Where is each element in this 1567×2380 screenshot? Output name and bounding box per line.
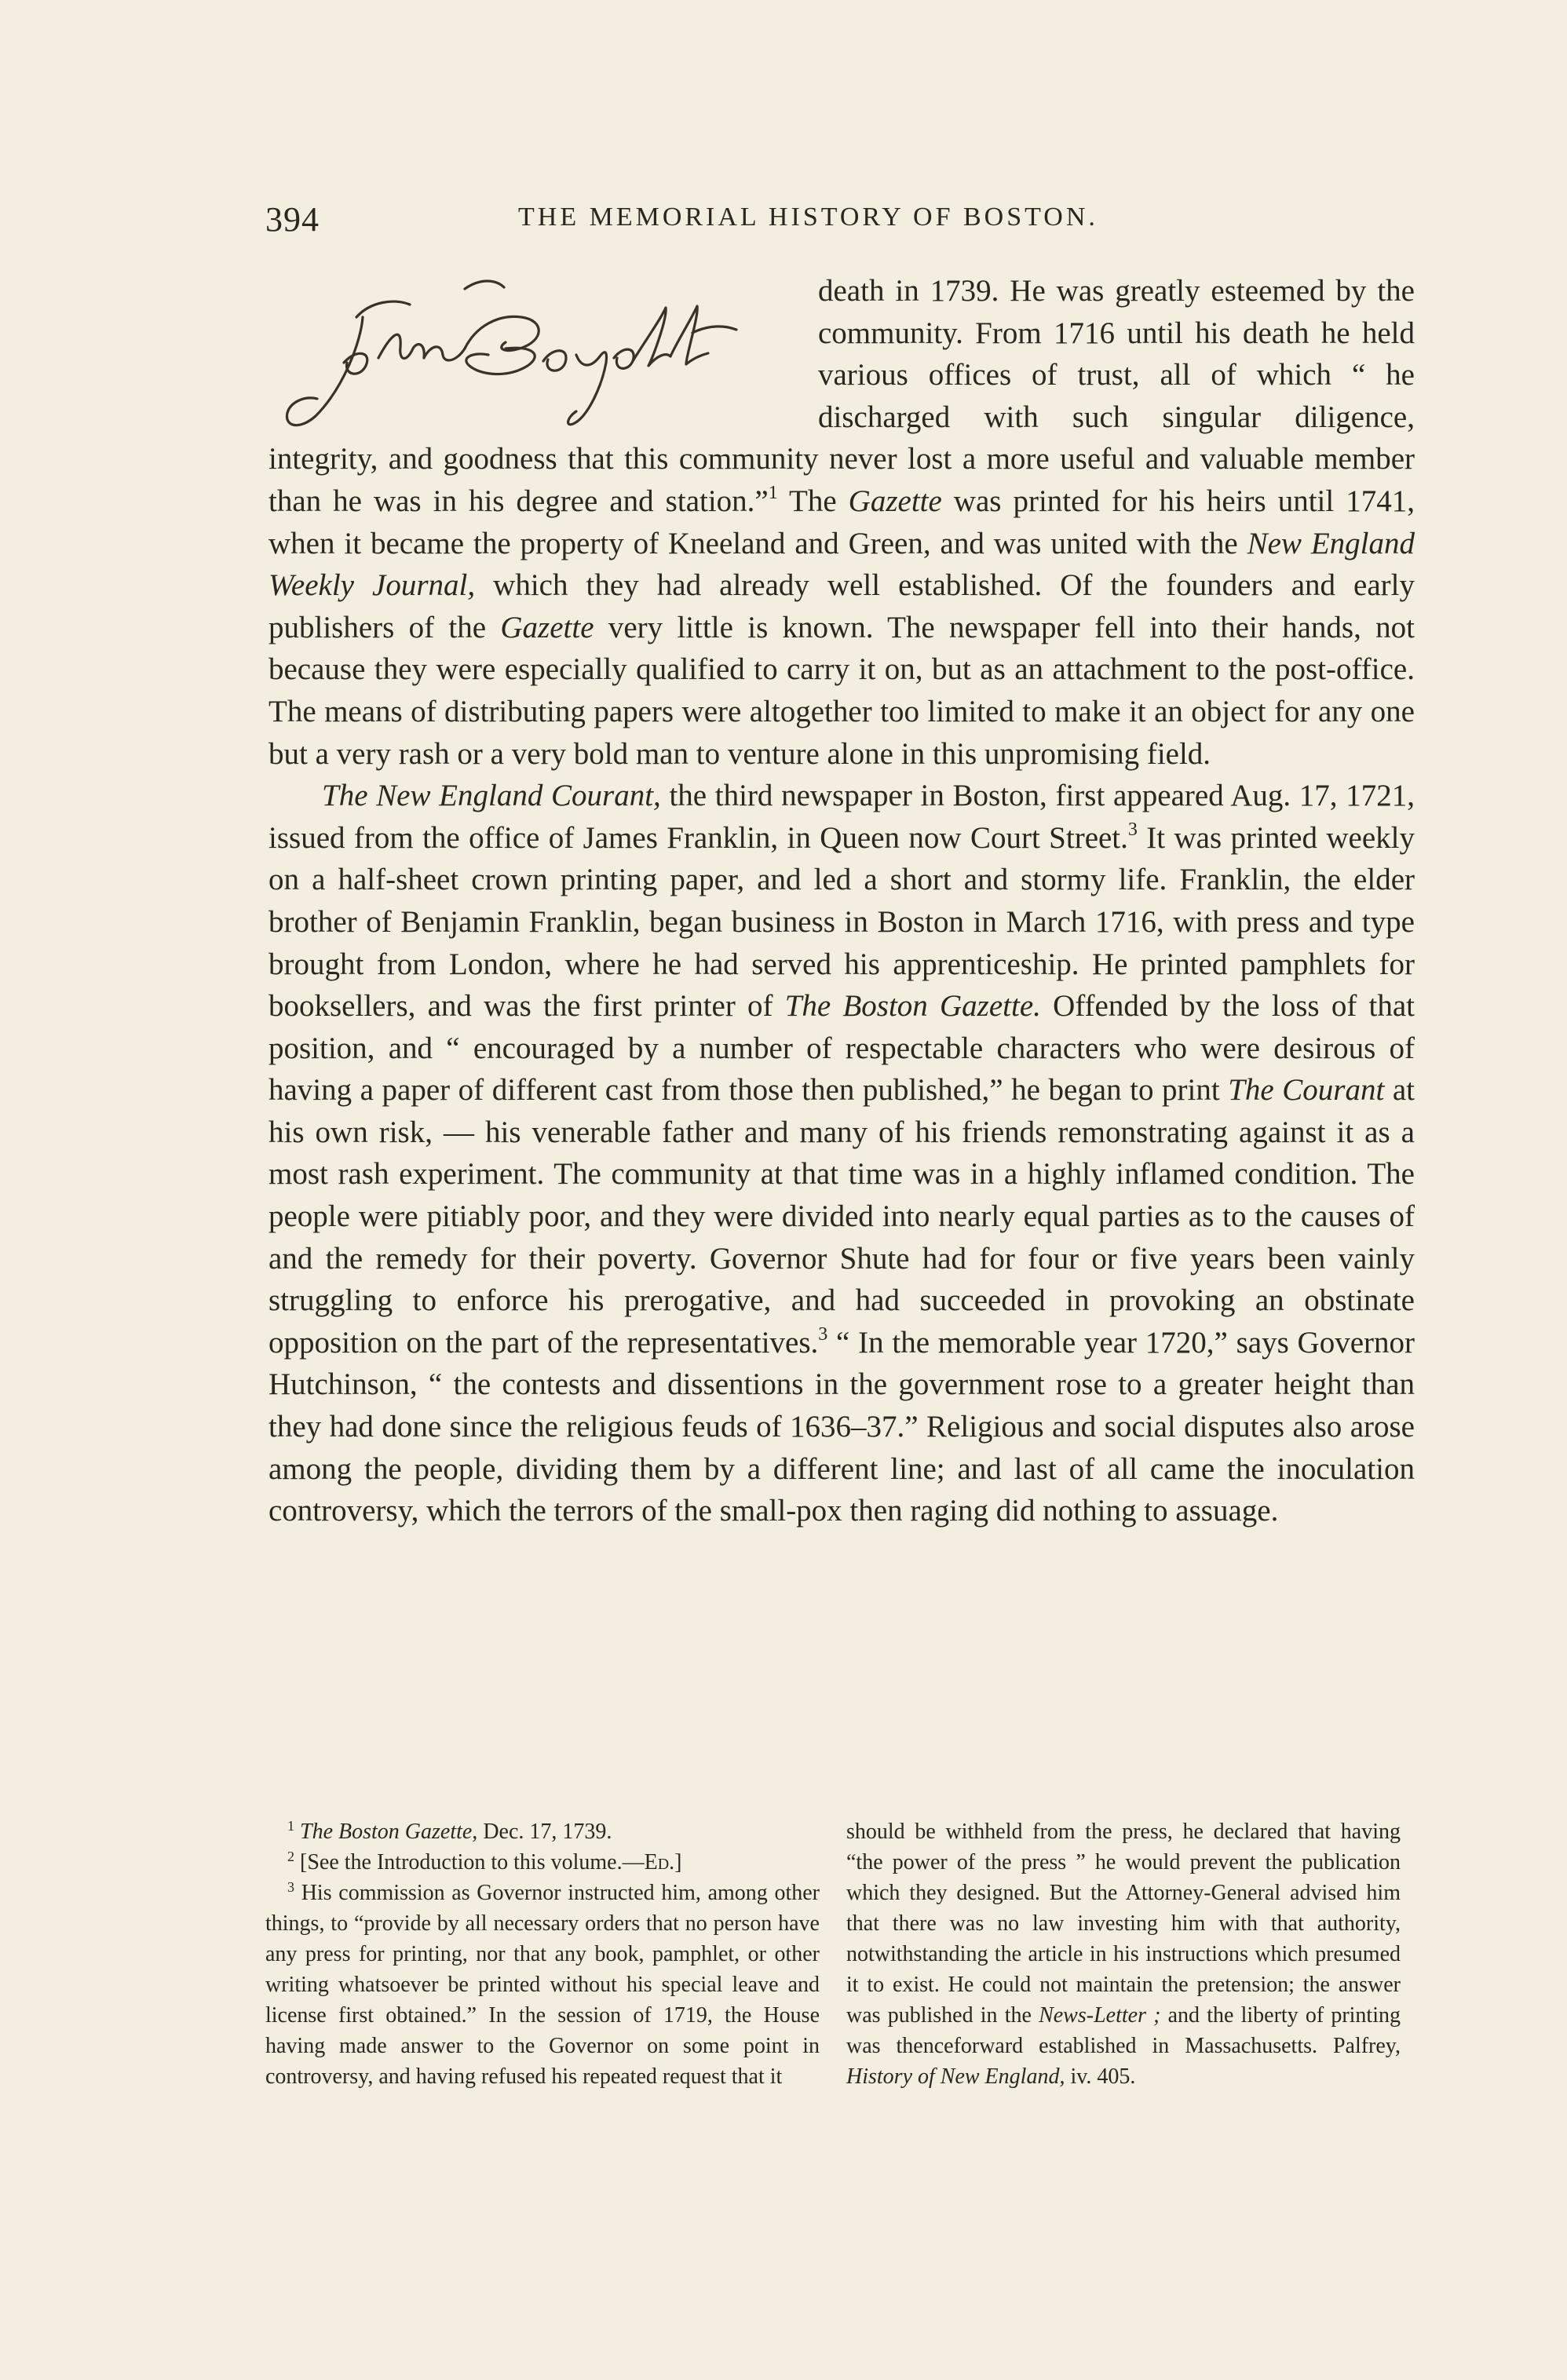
footnote-2-text: [See the Introduction to this volume.—: [300, 1850, 645, 1874]
main-text: [268, 270, 1415, 1532]
footnotes-right-column: [846, 1816, 1401, 2092]
p2-boston-gazette: The Boston Gazette.: [784, 989, 1041, 1024]
footnote-3-number: 3: [287, 1879, 294, 1895]
paragraph-2: [268, 775, 1415, 1532]
footnotes-left-column: [265, 1816, 820, 2092]
p1-gazette: Gazette: [848, 484, 942, 518]
footnotes: [265, 1816, 1405, 2177]
footnote-3: [265, 1878, 820, 2092]
footnote-2-number: 2: [287, 1849, 294, 1864]
footnote-2-close: ]: [674, 1850, 682, 1874]
p2-text-b: It was printed weekly on a half-sheet crown printing paper, and led a short and stormy life. Franklin, the elder brother of Benjamin Franklin, began business in Boston in March 1716, with press and type brought from London, where he had served his apprenticeship. He printed pamphlets for booksellers, and was the first printer of: [268, 820, 1415, 1024]
running-title: THE MEMORIAL HISTORY OF BOSTON.: [518, 203, 1098, 232]
p1-text-e: very little is known. The newspaper fell into their hands, not because they were especially qualified to carry it on, but as an attachment to the post-office. The means of distributing papers were altogether too limited to make it an object for any one but a very rash or a very bold man to venture alone in this unpromising field.: [268, 610, 1415, 771]
footnote-2: [265, 1847, 820, 1878]
footnote-2-editor: Ed.: [644, 1850, 675, 1874]
p2-the-courant: The Courant: [1228, 1073, 1385, 1108]
p1-ne-weekly-journal: New England Weekly Journal,: [268, 526, 1415, 603]
page-number: 394: [265, 200, 320, 239]
footnote-1-number: 1: [287, 1818, 294, 1834]
footnote-3-text-d: iv. 405.: [1065, 2064, 1136, 2089]
p2-text-a: the third newspaper in Boston, first appeared Aug. 17, 1721, issued from the office of James Franklin, in Queen now Court Street.: [268, 779, 1415, 855]
p1-text-a: death in 1739. He was greatly esteemed by the community. From 1716 until his death he held various offices of trust, all of which “ he discharged with such singular diligence, integrity, and goodness that this community never lost a more useful and valuable member than he was in his degree and station.”: [268, 274, 1415, 518]
p1-text-d: which they had already well established. Of the founders and early publishers of the: [268, 568, 1415, 644]
footnote-3-continued: [846, 1816, 1401, 2092]
signature-block: [268, 270, 818, 438]
p1-text-b: The: [777, 484, 849, 518]
footnote-3-text-c: and the liberty of printing was thenceforward established in Massachusetts. Palfrey,: [846, 2003, 1401, 2058]
p2-ne-courant: The New England Courant,: [322, 779, 661, 813]
p2-text-d: at his own risk, — his venerable father and many of his friends remonstrating against it as a most rash experiment. The community at that time was in a highly inflamed condition. The people were pitiably poor, and they were divided into nearly equal parties as to the causes of and the remedy for their poverty. Governor Shute had for four or five years been vainly struggling to enforce his prerogative, and had succeeded in provoking an obstinate opposition on the part of the representatives.: [268, 1073, 1415, 1360]
footnote-3-text-a: His commission as Governor instructed him, among other things, to “provide by all necessary orders that no person have any press for printing, nor that any book, pamphlet, or other writing whatsoever be printed without his special leave and license first obtained.” In the session of 1719, the House having made answer to the Governor on some point in controversy, and having refused his repeated request that it: [265, 1881, 820, 2089]
p2-text-c: Offended by the loss of that position, and “ encouraged by a number of respectable characters who were desirous of having a paper of different cast from those then published,” he began to print: [268, 989, 1415, 1108]
footnote-ref-3[interactable]: 3: [818, 1323, 828, 1345]
footnote-1-title: The Boston Gazette,: [300, 1820, 478, 1844]
footnote-1: [265, 1816, 820, 1847]
signature-john-boydell: [268, 270, 818, 438]
p1-text-c: was printed for his heirs until 1741, when it became the property of Kneeland and Green, and was united with the: [268, 484, 1415, 560]
paragraph-1: [268, 270, 1415, 775]
footnote-ref-1[interactable]: 1: [768, 482, 778, 503]
footnote-3-news-letter: News-Letter ;: [1039, 2003, 1161, 2028]
p1-gazette-2: Gazette: [500, 610, 594, 644]
page-header: [265, 195, 1419, 250]
footnote-ref-2[interactable]: 3: [1127, 819, 1138, 840]
footnote-1-text: Dec. 17, 1739.: [477, 1820, 612, 1844]
p2-text-e: “ In the memorable year 1720,” says Governor Hutchinson, “ the contests and dissentions in the government rose to a greater height than they had done since the religious feuds of 1636–37.” Religious and social disputes also arose among the people, dividing them by a different line; and last of all came the inoculation controversy, which the terrors of the small-pox then raging did nothing to assuage.: [268, 1325, 1415, 1528]
footnote-3-text-b: should be withheld from the press, he declared that having “the power of the press ” he would prevent the publication which they designed. But the Attorney-General advised him that there was no law investing him with that authority, notwithstanding the article in his instructions which presumed it to exist. He could not maintain the pretension; the answer was published in the: [846, 1820, 1401, 2028]
footnote-3-history: History of New England,: [846, 2064, 1065, 2089]
